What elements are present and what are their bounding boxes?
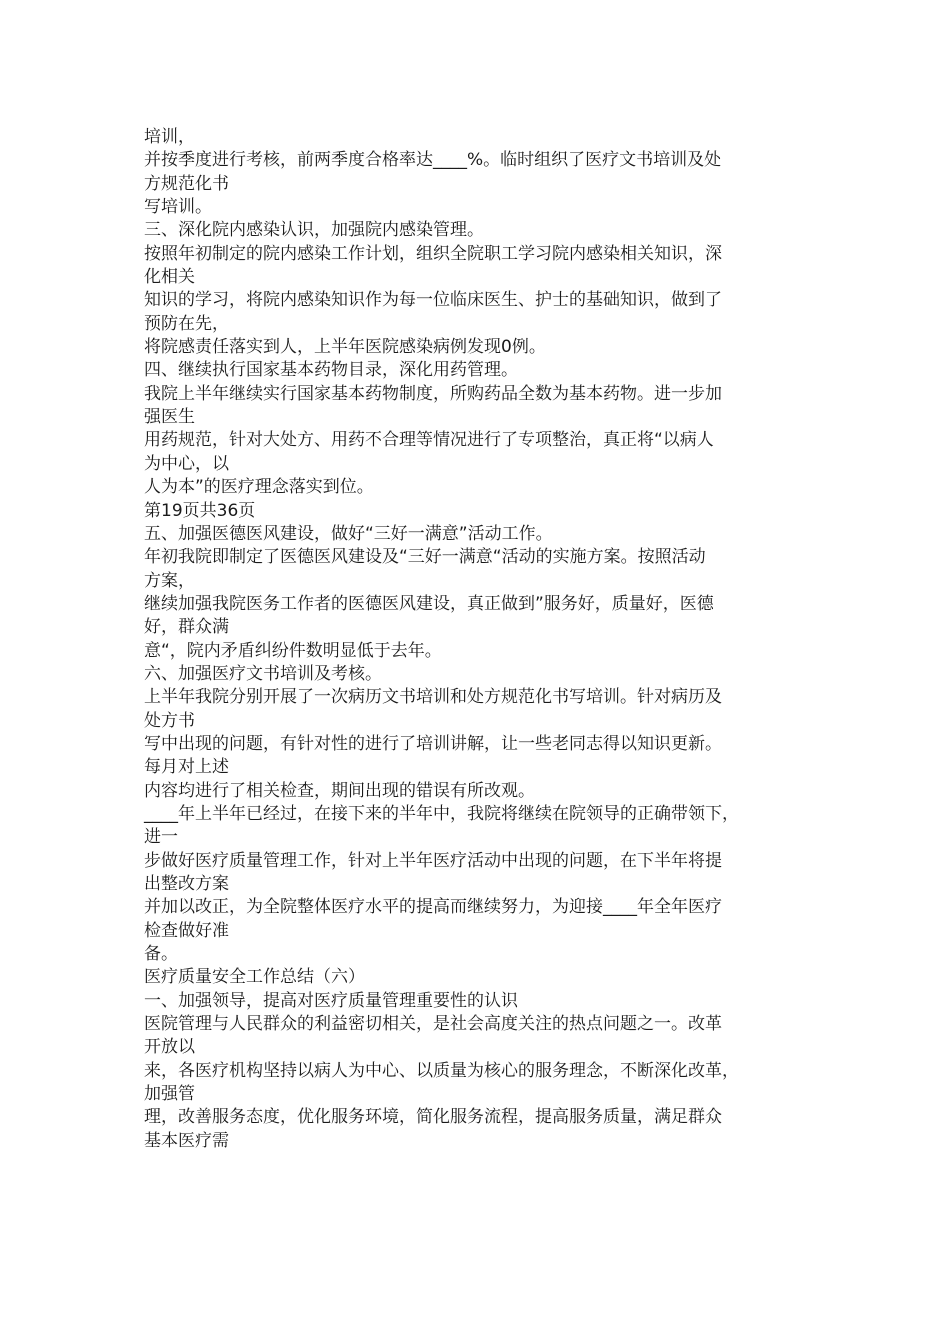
text-line: 将院感责任落实到人，上半年医院感染病例发现0例。 [144,337,546,358]
text-line: 化相关 [144,267,195,288]
text-line: 步做好医疗质量管理工作，针对上半年医疗活动中出现的问题，在下半年将提 [144,850,722,871]
text-line: 为中心，以 [144,453,229,474]
text-line: 处方书 [144,710,195,731]
text-line: 培训， [144,127,195,147]
text-line: 写培训。 [144,197,212,218]
text-line: 上半年我院分别开展了一次病历文书培训和处方规范化书写培训。针对病历及 [144,687,722,708]
section-heading: 三、深化院内感染认识，加强院内感染管理。 [144,220,484,241]
text-line: 好，群众满 [144,617,229,638]
text-line: 年初我院即制定了医德医风建设及“三好一满意“活动的实施方案。按照活动 [144,547,706,568]
text-line: 我院上半年继续实行国家基本药物制度，所购药品全数为基本药物。进一步加 [144,383,722,404]
text-line: 医院管理与人民群众的利益密切相关，是社会高度关注的热点问题之一。改革 [144,1014,722,1035]
text-line: 并按季度进行考核，前两季度合格率达____%。临时组织了医疗文书培训及处 [144,150,722,171]
text-line: 知识的学习，将院内感染知识作为每一位临床医生、护士的基础知识，做到了 [144,290,722,311]
text-line: 用药规范，针对大处方、用药不合理等情况进行了专项整治，真正将“以病人 [144,430,714,451]
text-line: 进一 [144,827,178,848]
text-line: 按照年初制定的院内感染工作计划，组织全院职工学习院内感染相关知识，深 [144,243,722,264]
text-line: 预防在先， [144,313,229,334]
text-line: 写中出现的问题，有针对性的进行了培训讲解，让一些老同志得以知识更新。 [144,733,722,754]
text-line: 来，各医疗机构坚持以病人为中心、以质量为核心的服务理念，不断深化改革， [144,1060,739,1081]
section-heading: 四、继续执行国家基本药物目录，深化用药管理。 [144,360,518,381]
text-line: ____年上半年已经过，在接下来的半年中，我院将继续在院领导的正确带领下， [144,803,739,824]
text-line: 强医生 [144,407,195,428]
text-line: 加强管 [144,1084,195,1105]
text-line: 方案， [144,570,195,591]
document-body [144,126,834,1153]
text-line: 人为本”的医疗理念落实到位。 [144,477,374,498]
text-line: 意“，院内矛盾纠纷件数明显低于去年。 [144,640,442,661]
text-line: 继续加强我院医务工作者的医德医风建设，真正做到”服务好，质量好，医德 [144,593,714,614]
text-line: 方规范化书 [144,173,229,194]
text-line: 基本医疗需 [144,1130,229,1151]
section-heading: 五、加强医德医风建设，做好“三好一满意”活动工作。 [144,523,553,544]
text-line: 开放以 [144,1037,195,1058]
text-line: 理，改善服务态度，优化服务环境，简化服务流程，提高服务质量，满足群众 [144,1107,722,1128]
section-heading: 一、加强领导，提高对医疗质量管理重要性的认识 [144,990,518,1011]
text-line: 备。 [144,944,178,965]
text-line: 检查做好准 [144,920,229,941]
text-line: 并加以改正，为全院整体医疗水平的提高而继续努力，为迎接____年全年医疗 [144,897,722,918]
document-section-title: 医疗质量安全工作总结（六） [144,967,365,988]
text-line: 每月对上述 [144,757,229,778]
page-number: 第19页共36页 [144,500,256,521]
text-line: 内容均进行了相关检查，期间出现的错误有所改观。 [144,780,535,801]
section-heading: 六、加强医疗文书培训及考核。 [144,663,382,684]
text-line: 出整改方案 [144,874,229,894]
